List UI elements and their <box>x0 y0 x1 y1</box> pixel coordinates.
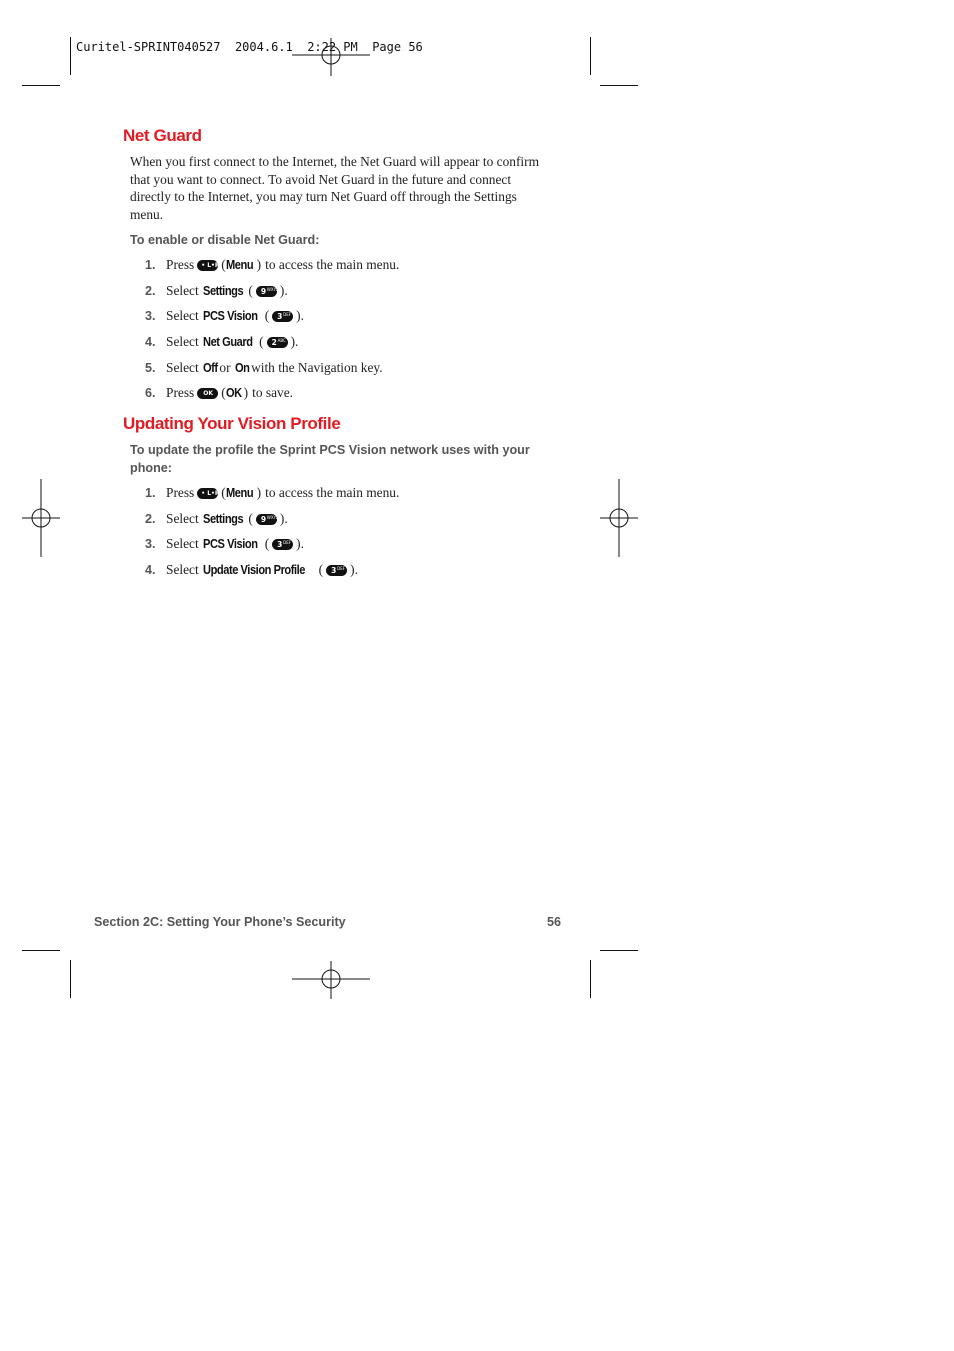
net-guard-step-2: 2. Select Settings ( 9 WXYZ ). <box>145 283 288 298</box>
registration-mark-icon <box>291 960 371 1000</box>
net-guard-step-1: 1. Press • L•R ( Menu ) to access the main menu. <box>145 257 400 272</box>
menu-key-icon: • L•R <box>197 488 218 499</box>
net-guard-intro: When you first connect to the Internet, the Net Guard will appear to confirm that you want to connect. To avoid Net Guard in the future and connect directly to the Internet, you may turn Net Guard off through the Settings menu. <box>130 154 540 223</box>
vision-profile-step-2: 2. Select Settings ( 9 WXYZ ). <box>145 511 288 526</box>
key-9-icon: 9 WXYZ <box>256 286 277 297</box>
ok-key-icon: OK <box>197 388 218 399</box>
footer-section-label: Section 2C: Setting Your Phone’s Security <box>94 915 346 929</box>
crop-mark <box>22 85 60 86</box>
vision-profile-lead: To update the profile the Sprint PCS Vision network uses with your phone: <box>130 443 530 475</box>
net-guard-step-5: 5. Select Off or On with the Navigation key. <box>145 360 383 375</box>
net-guard-step-6: 6. Press OK ( OK ) to save. <box>145 385 294 400</box>
net-guard-step-4: 4. Select Net Guard ( 2 ABC ). <box>145 334 299 349</box>
key-3-icon: 3 DEF <box>272 311 293 322</box>
key-9-icon: 9 WXYZ <box>256 514 277 525</box>
section-title-net-guard: Net Guard <box>123 126 202 145</box>
key-3-icon: 3 DEF <box>326 565 347 576</box>
vision-profile-step-3: 3. Select PCS Vision ( 3 DEF ). <box>145 536 304 551</box>
crop-mark <box>70 960 71 998</box>
section-title-vision-profile: Updating Your Vision Profile <box>123 414 341 433</box>
net-guard-step-3: 3. Select PCS Vision ( 3 DEF ). <box>145 308 304 323</box>
vision-profile-step-4: 4. Select Update Vision Profile ( 3 DEF ). <box>145 562 358 577</box>
footer-page-number: 56 <box>547 915 562 929</box>
registration-mark-icon <box>599 478 639 558</box>
crop-mark <box>590 37 591 75</box>
net-guard-lead: To enable or disable Net Guard: <box>130 233 320 247</box>
vision-profile-step-1: 1. Press • L•R ( Menu ) to access the main menu. <box>145 485 400 500</box>
menu-key-icon: • L•R <box>197 260 218 271</box>
crop-mark <box>590 960 591 998</box>
crop-mark <box>70 37 71 75</box>
registration-mark-icon <box>21 478 61 558</box>
crop-mark <box>600 85 638 86</box>
registration-mark-icon <box>291 37 371 77</box>
crop-mark <box>600 950 638 951</box>
key-3-icon: 3 DEF <box>272 539 293 550</box>
slug-line: Curitel-SPRINT040527 2004.6.1 2:22 PM Page 56 <box>76 40 423 54</box>
key-2-icon: 2 ABC <box>267 337 288 348</box>
crop-mark <box>22 950 60 951</box>
